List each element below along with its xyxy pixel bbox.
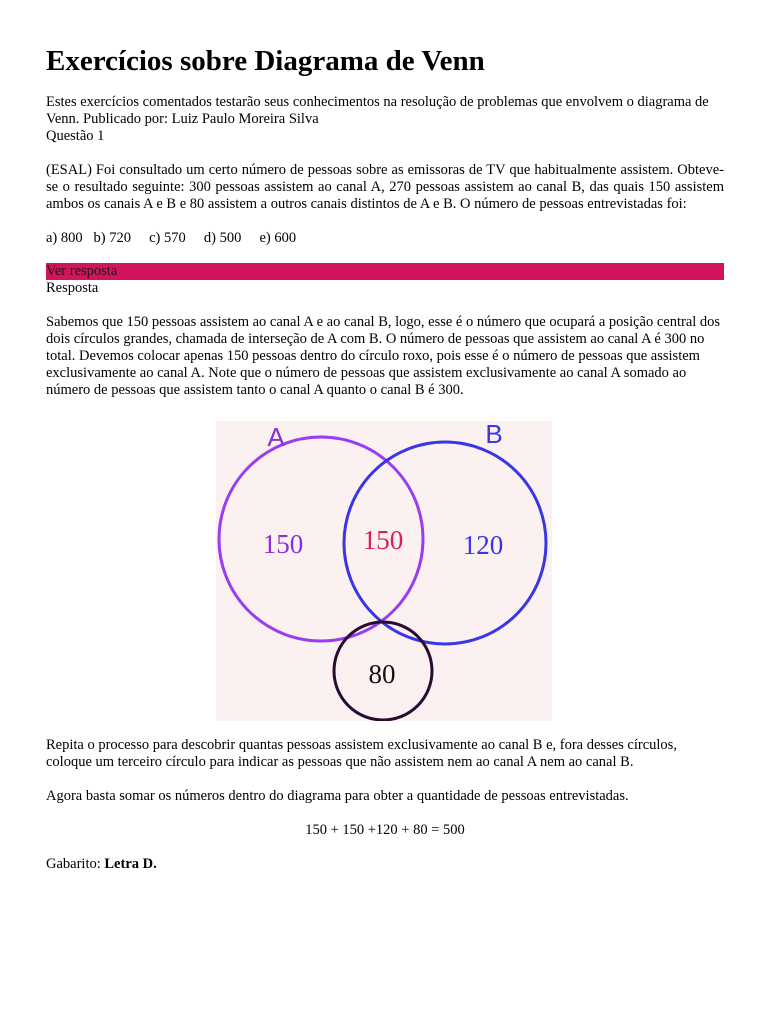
explanation-paragraph-2: Repita o processo para descobrir quantas pessoas assistem exclusivamente ao canal B e, fora desses círculos, coloque um terceiro círculo para indicar as pessoas que não assistem nem ao canal A nem ao canal B. xyxy=(46,737,677,770)
answer-key-value: Letra D. xyxy=(104,856,157,872)
value-only-a: 150 xyxy=(262,529,304,559)
question-label: Questão 1 xyxy=(46,128,105,144)
explanation-paragraph-3: Agora basta somar os números dentro do diagrama para obter a quantidade de pessoas entrevistadas. xyxy=(46,788,629,804)
venn-diagram xyxy=(216,421,552,721)
sum-equation: 150 + 150 +120 + 80 = 500 xyxy=(305,822,465,838)
explanation-paragraph-1: Sabemos que 150 pessoas assistem ao canal A e ao canal B, logo, esse é o número que ocupará a posição central dos dois círculos grandes, chamada de interseção de A com B. O número de pessoas que assistem ao canal A é 300 no total. Devemos colocar apenas 150 pessoas dentro do círculo roxo, pois esse é o número de pessoas que assistem exclusivamente ao canal A. Note que o número de pessoas que assistem exclusivamente ao canal A somado ao número de pessoas que assistem tanto o canal A quanto o canal B é 300. xyxy=(46,314,721,398)
label-b: B xyxy=(485,421,503,449)
option-e: e) 600 xyxy=(259,230,297,246)
answer-heading: Resposta xyxy=(46,280,99,296)
value-only-b: 120 xyxy=(462,530,504,560)
question-text: (ESAL) Foi consultado um certo número de pessoas sobre as emissoras de TV que habitualmente assistem. Obteve-se o resultado seguinte: 300 pessoas assistem ao canal A, 270 pessoas assistem ao canal B, das quais 150 assistem ambos os canais A e B e 80 assistem a outros canais distintos de A e B. O número de pessoas entrevistadas foi: xyxy=(46,162,724,212)
venn-diagram-svg xyxy=(216,421,552,721)
answer-key xyxy=(46,856,724,873)
value-both: 150 xyxy=(362,525,404,555)
option-b: b) 720 xyxy=(93,230,131,246)
article xyxy=(46,44,724,873)
option-a: a) 800 xyxy=(46,230,83,246)
value-neither: 80 xyxy=(368,659,396,689)
show-answer-button[interactable]: Ver resposta xyxy=(46,263,724,280)
intro-text: Estes exercícios comentados testarão seus conhecimentos na resolução de problemas que envolvem o diagrama de Venn. Publicado por: Luiz Paulo Moreira Silva xyxy=(46,94,709,127)
label-a: A xyxy=(267,422,285,452)
option-d: d) 500 xyxy=(203,230,242,246)
answer-options xyxy=(46,230,724,247)
option-c: c) 570 xyxy=(149,230,186,246)
answer-key-label: Gabarito: xyxy=(46,856,101,872)
page-title: Exercícios sobre Diagrama de Venn xyxy=(46,45,485,77)
